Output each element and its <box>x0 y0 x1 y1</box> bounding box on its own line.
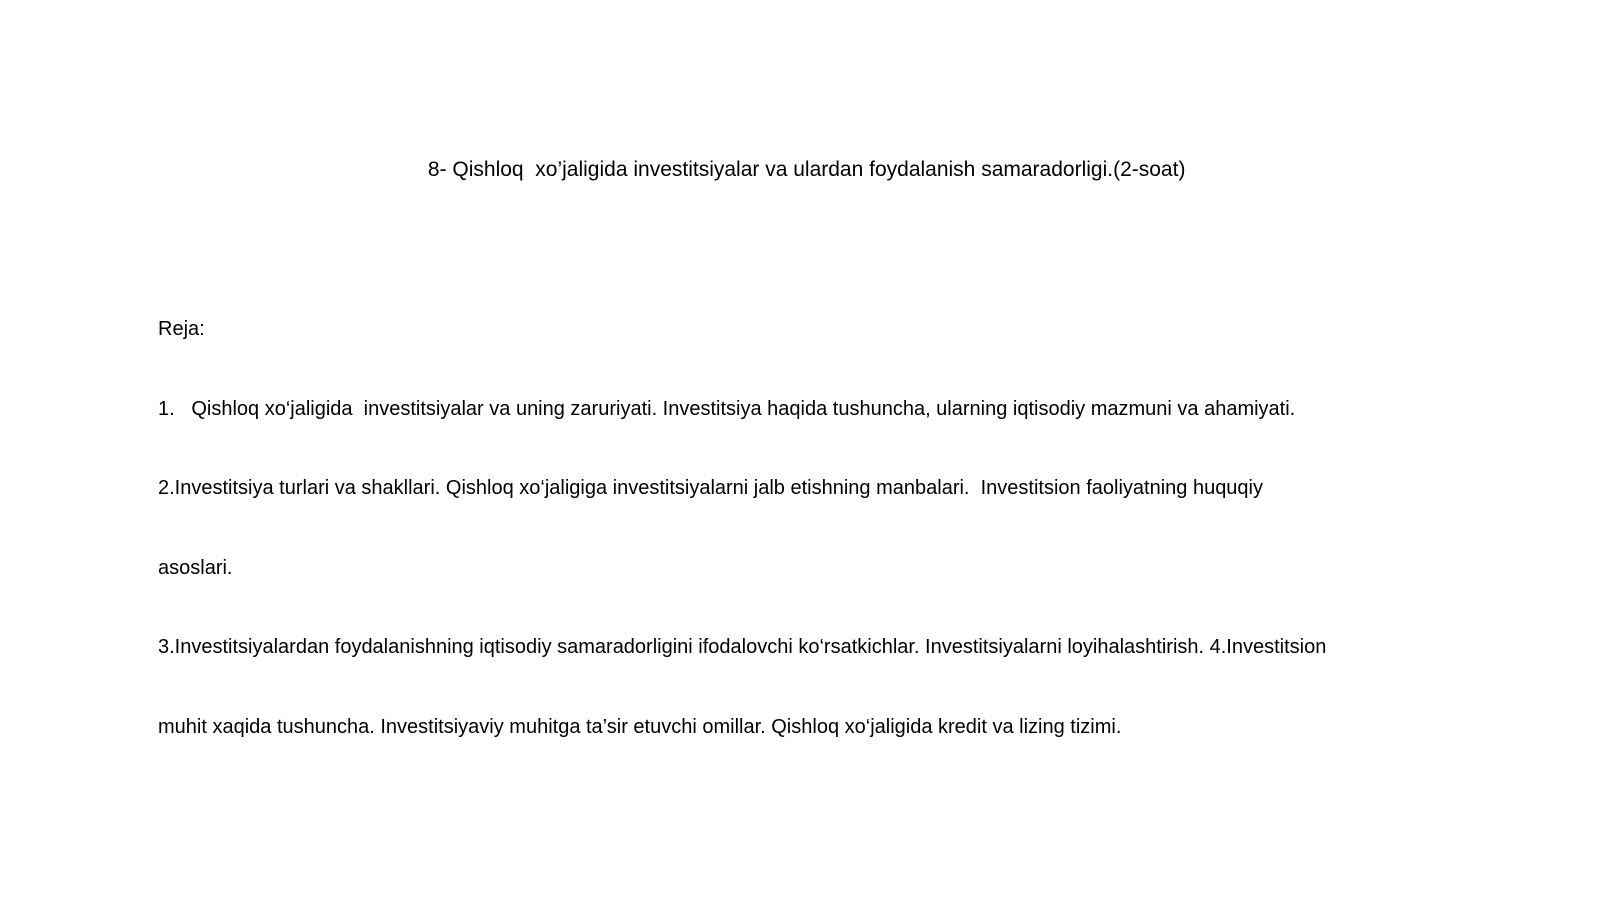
slide-title <box>0 131 1600 209</box>
plan-block <box>158 263 1458 793</box>
plan-line-2: 2.Investitsiya turlari va shakllari. Qishloq xo‘jaligiga investitsiyalarni jalb etishning manbalari. Investitsion faoliyatning huquqiy <box>158 477 1263 499</box>
plan-line-1: 1. Qishloq xo‘jaligida investitsiyalar va uning zaruriyati. Investitsiya haqida tushuncha, ularning iqtisodiy mazmuni va ahamiyati. <box>158 397 1296 420</box>
plan-line-3: asoslari. <box>158 556 233 579</box>
plan-line-4: 3.Investitsiyalardan foydalanishning iqtisodiy samaradorligini ifodalovchi ko‘rsatkichlar. Investitsiyalarni loyihalashtirish. 4.Investitsion <box>158 636 1327 658</box>
slide-title-text: 8- Qishloq xo’jaligida investitsiyalar va ulardan foydalanish samaradorligi.(2-soat) <box>427 158 1186 181</box>
plan-line-5: muhit xaqida tushuncha. Investitsiyaviy muhitga ta’sir etuvchi omillar. Qishloq xo‘jaligida kredit va lizing tizimi. <box>158 715 1122 738</box>
plan-heading: Reja: <box>158 318 205 340</box>
